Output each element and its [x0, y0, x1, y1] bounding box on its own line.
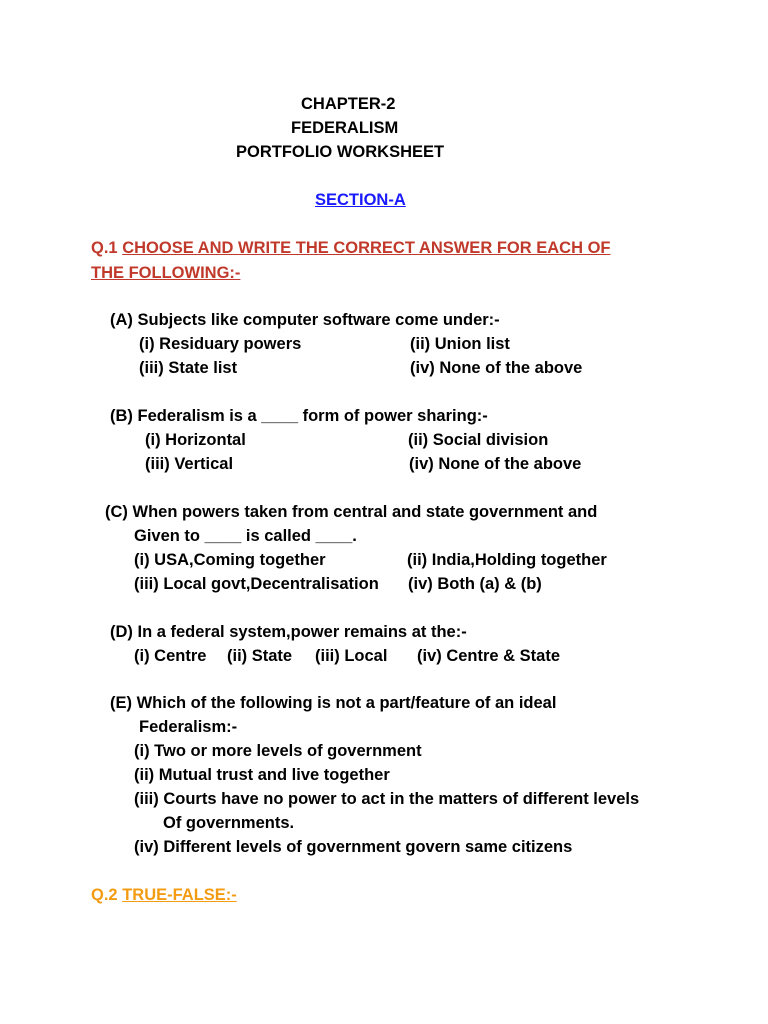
question-e-option-1: (i) Two or more levels of government: [134, 742, 422, 760]
question-e-stem-line2: Federalism:-: [139, 718, 238, 736]
chapter-title: CHAPTER-2: [301, 95, 396, 113]
question-e-option-3: (iii) Courts have no power to act in the matters of different levels: [134, 790, 640, 808]
question-a-option-4: (iv) None of the above: [410, 359, 583, 377]
question-c-option-3: (iii) Local govt,Decentralisation: [134, 575, 379, 593]
question-c-option-1: (i) USA,Coming together: [134, 551, 326, 569]
question-b-option-3: (iii) Vertical: [145, 455, 234, 473]
worksheet-title: PORTFOLIO WORKSHEET: [236, 143, 445, 161]
question-a-option-3: (iii) State list: [139, 359, 238, 377]
question-e-option-2: (ii) Mutual trust and live together: [134, 766, 390, 784]
question-b-option-4: (iv) None of the above: [409, 455, 582, 473]
q1-heading-text-line1: CHOOSE AND WRITE THE CORRECT ANSWER FOR EACH OF: [122, 239, 611, 257]
question-c-stem-line1: (C) When powers taken from central and state government and: [105, 503, 598, 521]
question-b-option-1: (i) Horizontal: [145, 431, 246, 449]
q1-heading: [91, 238, 610, 258]
question-d-option-4: (iv) Centre & State: [417, 647, 561, 665]
q1-heading-text-line2: THE FOLLOWING:-: [91, 264, 241, 282]
question-c-option-2: (ii) India,Holding together: [407, 551, 607, 569]
topic-title: FEDERALISM: [291, 119, 399, 137]
q2-number: Q.2: [91, 886, 118, 904]
question-a-stem: (A) Subjects like computer software come under:-: [110, 311, 500, 329]
question-c-stem-line2: Given to ____ is called ____.: [134, 527, 357, 545]
section-a-link[interactable]: SECTION-A: [315, 191, 406, 209]
question-d-option-3: (iii) Local: [315, 647, 388, 665]
question-e-option-3-cont: Of governments.: [163, 814, 295, 832]
q2-heading-text: TRUE-FALSE:-: [122, 886, 237, 904]
question-c-option-4: (iv) Both (a) & (b): [408, 575, 542, 593]
question-b-stem: (B) Federalism is a ____ form of power sharing:-: [110, 407, 488, 425]
question-a-option-2: (ii) Union list: [410, 335, 510, 353]
question-d-option-2: (ii) State: [227, 647, 293, 665]
question-e-stem-line1: (E) Which of the following is not a part/feature of an ideal: [110, 694, 557, 712]
question-d-stem: (D) In a federal system,power remains at the:-: [110, 623, 467, 641]
q2-heading: [91, 885, 237, 905]
question-d-option-1: (i) Centre: [134, 647, 207, 665]
question-b-option-2: (ii) Social division: [408, 431, 549, 449]
question-a-option-1: (i) Residuary powers: [139, 335, 302, 353]
question-e-option-4: (iv) Different levels of government govern same citizens: [134, 838, 573, 856]
q1-number: Q.1: [91, 239, 118, 257]
